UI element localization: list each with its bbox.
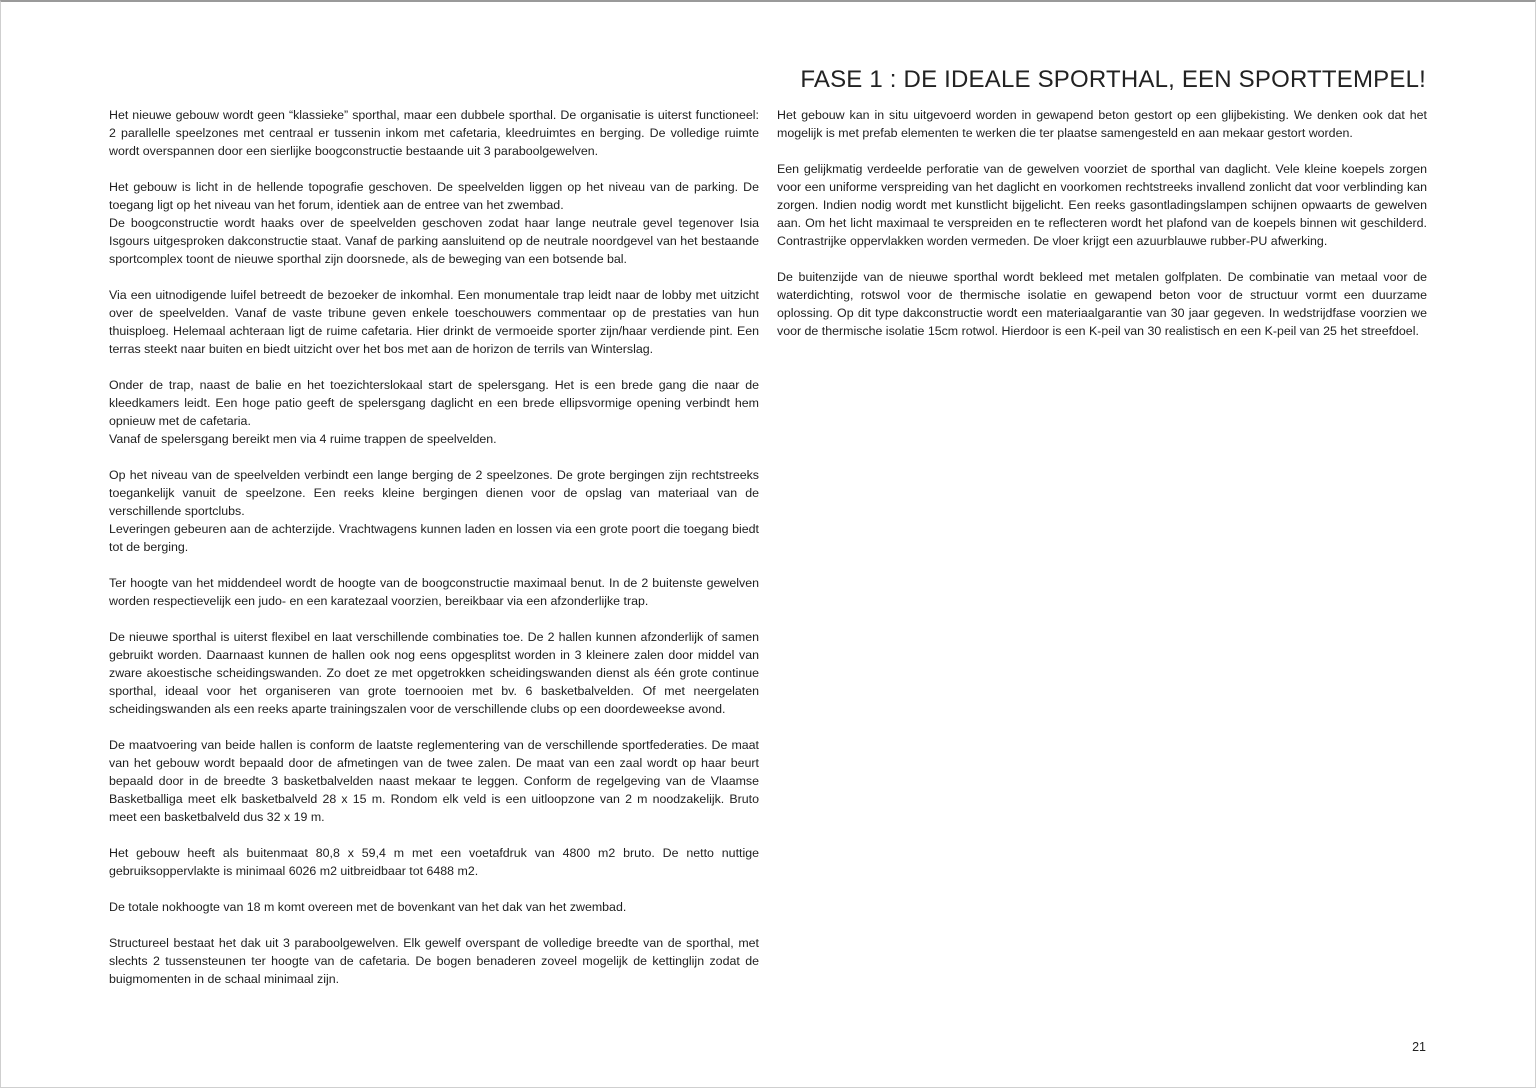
paragraph: De maatvoering van beide hallen is conform de laatste reglementering van de verschillende sportfederaties. De maat van het gebouw wordt bepaald door de afmetingen van de twee zalen. De maat van een zaal wordt op haar beurt bepaald door in de breedte 3 basketbalvelden naast mekaar te leggen. Conform de regelgeving van de Vlaamse Basketballiga meet elk basketbalveld 28 x 15 m. Rondom elk veld is een uitloopzone van 2 m noodzakelijk. Bruto meet een basketbalveld dus 32 x 19 m. xyxy=(109,738,759,824)
page-number: 21 xyxy=(1412,1040,1426,1054)
paragraph: De totale nokhoogte van 18 m komt overeen met de bovenkant van het dak van het zwembad. xyxy=(109,900,627,914)
paragraph: Structureel bestaat het dak uit 3 paraboolgewelven. Elk gewelf overspant de volledige breedte van de sporthal, met slechts 2 tussensteunen ter hoogte van de cafetaria. De bogen benaderen zoveel mogelijk de kettinglijn zodat de buigmomenten in de schaal minimaal zijn. xyxy=(109,936,759,986)
paragraph: Op het niveau van de speelvelden verbindt een lange berging de 2 speelzones. De grote bergingen zijn rechtstreeks toegankelijk vanuit de speelzone. Een reeks kleine bergingen dienen voor de opslag van materiaal van de verschillende sportclubs. Leveringen gebeuren aan de achterzijde. Vrachtwagens kunnen laden en lossen via een grote poort die toegang biedt tot de berging. xyxy=(109,468,759,554)
paragraph: Ter hoogte van het middendeel wordt de hoogte van de boogconstructie maximaal benut. In de 2 buitenste gewelven worden respectievelijk een judo- en een karatezaal voorzien, bereikbaar via een afzonderlijke trap. xyxy=(109,576,759,608)
left-text-column xyxy=(109,106,759,1006)
paragraph: Het gebouw is licht in de hellende topografie geschoven. De speelvelden liggen op het niveau van de parking. De toegang ligt op het niveau van het forum, identiek aan de entree van het zwembad. De boogconstructie wordt haaks over de speelvelden geschoven zodat haar lange neutrale gevel tegenover Isia Isgours uitgesproken dakconstructie staat. Vanaf de parking aansluitend op de neutrale noordgevel van het bestaande sportcomplex toont de nieuwe sporthal zijn doorsnede, als de beweging van een botsende bal. xyxy=(109,180,759,266)
paragraph: Via een uitnodigende luifel betreedt de bezoeker de inkomhal. Een monumentale trap leidt naar de lobby met uitzicht over de speelvelden. Vanaf de vaste tribune geven enkele toeschouwers commentaar op de prestaties van hun thuisploeg. Helemaal achteraan ligt de ruime cafetaria. Hier drinkt de vermoeide sporter zijn/haar verdiende pint. Een terras steekt naar buiten en biedt uitzicht over het bos met aan de horizon de terrils van Winterslag. xyxy=(109,288,759,356)
paragraph: De buitenzijde van de nieuwe sporthal wordt bekleed met metalen golfplaten. De combinatie van metaal voor de waterdichting, rotswol voor de thermische isolatie en gewapend beton voor de structuur vormt een duurzame oplossing. Op dit type dakconstructie wordt een materiaalgarantie van 30 jaar gegeven. In wedstrijdfase voorzien we voor de thermische isolatie 15cm rotwol. Hierdoor is een K-peil van 30 realistisch en een K-peil van 25 het streefdoel. xyxy=(777,270,1427,338)
paragraph: Een gelijkmatig verdeelde perforatie van de gewelven voorziet de sporthal van daglicht. Vele kleine koepels zorgen voor een uniforme verspreiding van het daglicht en voorkomen rechtstreeks invallend zonlicht dat voor verblinding kan zorgen. Indien nodig wordt met kunstlicht bijgelicht. Een reeks gasontladingslampen schijnen opwaarts de gewelven aan. Om het licht maximaal te verspreiden en te reflecteren wordt het plafond van de koepels binnen wit geschilderd. Contrastrijke oppervlakken worden vermeden. De vloer krijgt een azuurblauwe rubber-PU afwerking. xyxy=(777,162,1427,248)
paragraph: Onder de trap, naast de balie en het toezichterslokaal start de spelersgang. Het is een brede gang die naar de kleedkamers leidt. Een hoge patio geeft de spelersgang daglicht en een brede ellipsvormige opening verbindt hem opnieuw met de cafetaria. Vanaf de spelersgang bereikt men via 4 ruime trappen de speelvelden. xyxy=(109,378,759,446)
paragraph: Het gebouw heeft als buitenmaat 80,8 x 59,4 m met een voetafdruk van 4800 m2 bruto. De netto nuttige gebruiksoppervlakte is minimaal 6026 m2 uitbreidbaar tot 6488 m2. xyxy=(109,846,759,878)
paragraph: Het nieuwe gebouw wordt geen “klassieke” sporthal, maar een dubbele sporthal. De organisatie is uiterst functioneel: 2 parallelle speelzones met centraal er tussenin inkom met cafetaria, kleedruimtes en berging. De volledige ruimte wordt overspannen door een sierlijke boogconstructie bestaande uit 3 paraboolgewelven. xyxy=(109,108,759,158)
right-text-column xyxy=(777,106,1427,358)
page-title: FASE 1 : DE IDEALE SPORTHAL, EEN SPORTTEMPEL! xyxy=(800,66,1426,93)
paragraph: Het gebouw kan in situ uitgevoerd worden in gewapend beton gestort op een glijbekisting. We denken ook dat het mogelijk is met prefab elementen te werken die ter plaatse samengesteld en aan mekaar gestort worden. xyxy=(777,108,1427,140)
paragraph: De nieuwe sporthal is uiterst flexibel en laat verschillende combinaties toe. De 2 hallen kunnen afzonderlijk of samen gebruikt worden. Daarnaast kunnen de hallen ook nog eens opgesplitst worden in 3 kleinere zalen door middel van zware akoestische scheidingswanden. Zo doet ze met opgetrokken scheidingswanden dienst als één grote continue sporthal, ideaal voor het organiseren van grote toernooien met bv. 6 basketbalvelden. Of met neergelaten scheidingswanden als een reeks aparte trainingszalen voor de verschillende clubs op een doordeweekse avond. xyxy=(109,630,759,716)
